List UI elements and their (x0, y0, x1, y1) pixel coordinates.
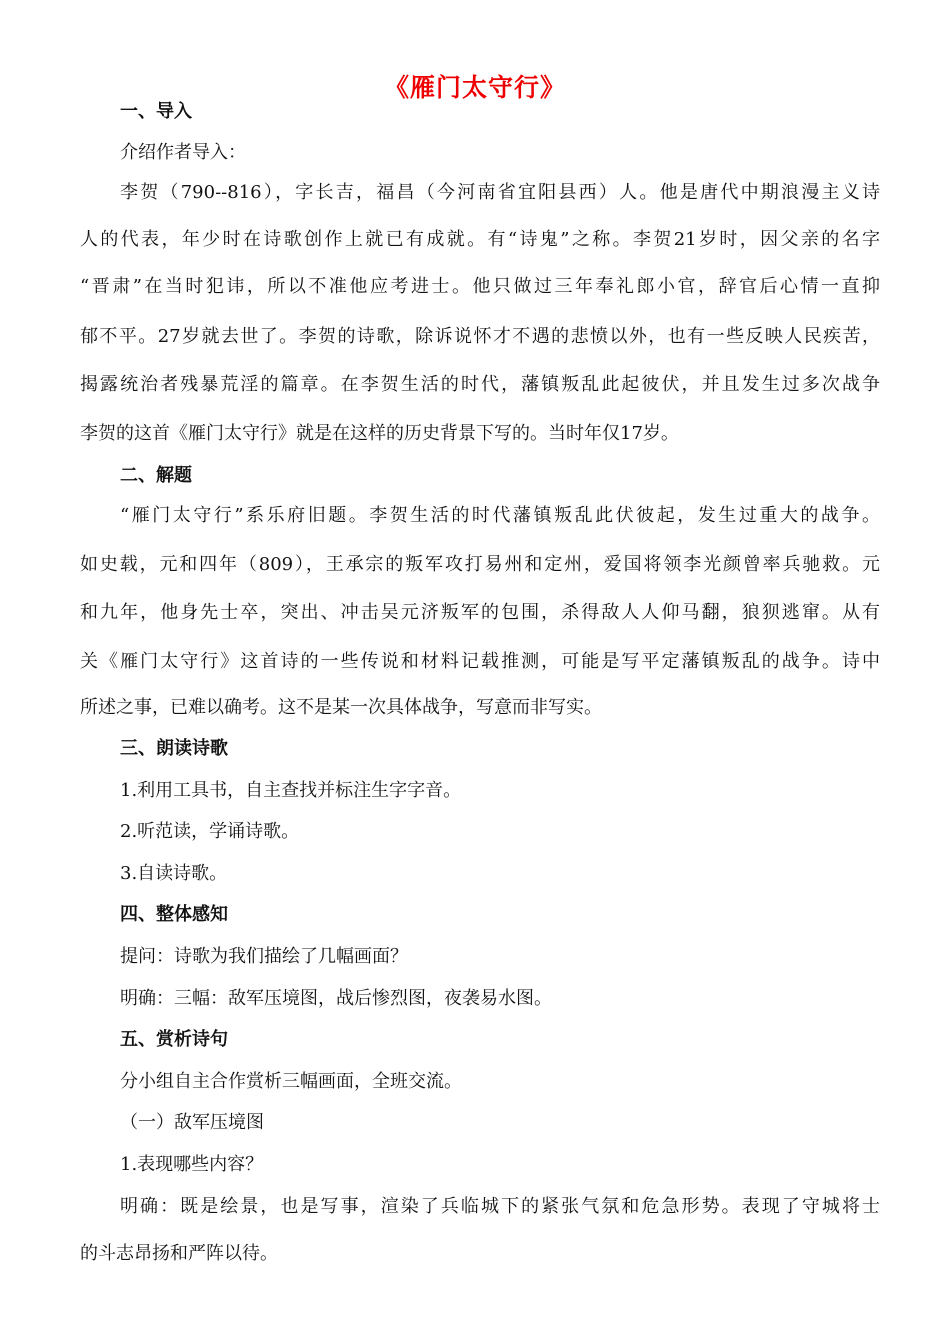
intro-text: 分小组自主合作赏析三幅画面，全班交流。 (120, 1071, 462, 1092)
question-text: 1.表现哪些内容？ (120, 1154, 264, 1175)
paragraph-line: 人的代表，年少时在诗歌创作上就已有成就。有“诗鬼”之称。李贺21岁时，因父亲的名字 (80, 229, 880, 250)
paragraph-line: “雁门太守行”系乐府旧题。李贺生活的时代藩镇叛乱此伏彼起，发生过重大的战争。 (120, 505, 880, 526)
paragraph-line: 揭露统治者残暴荒淫的篇章。在李贺生活的时代，藩镇叛乱此起彼伏，并且发生过多次战争 (80, 374, 880, 395)
answer-line: 的斗志昂扬和严阵以待。 (80, 1243, 278, 1264)
answer-line: 明确：既是绘景，也是写事，渲染了兵临城下的紧张气氛和危急形势。表现了守城将士 (120, 1196, 880, 1217)
section-heading-overall: 四、整体感知 (120, 904, 228, 925)
section-heading-intro: 一、导入 (120, 101, 192, 122)
paragraph-line: 所述之事，已难以确考。这不是某一次具体战争，写意而非写实。 (80, 697, 602, 718)
section-heading-appreciation: 五、赏析诗句 (120, 1029, 228, 1050)
list-item: 2.听范读，学诵诗歌。 (120, 821, 300, 842)
question-text: 提问：诗歌为我们描绘了几幅画面？ (120, 946, 408, 967)
paragraph-line: 李贺（790--816），字长吉，福昌（今河南省宜阳县西）人。他是唐代中期浪漫主义诗 (120, 182, 880, 203)
list-item: 3.自读诗歌。 (120, 863, 228, 884)
subsection-heading: （一）敌军压境图 (120, 1112, 264, 1133)
section-heading-reading: 三、朗读诗歌 (120, 738, 228, 759)
document-title: 《雁门太守行》 (383, 73, 566, 102)
intro-text: 介绍作者导入： (120, 142, 246, 163)
paragraph-line: 如史载，元和四年（809），王承宗的叛军攻打易州和定州，爱国将领李光颜曾率兵驰救。元 (80, 554, 880, 575)
section-heading-title-explanation: 二、解题 (120, 465, 192, 486)
paragraph-line: 李贺的这首《雁门太守行》就是在这样的历史背景下写的。当时年仅17岁。 (80, 423, 679, 444)
list-item: 1.利用工具书，自主查找并标注生字字音。 (120, 780, 462, 801)
paragraph-line: 郁不平。27岁就去世了。李贺的诗歌，除诉说怀才不遇的悲愤以外，也有一些反映人民疾苦， (80, 326, 880, 347)
paragraph-line: “晋肃”在当时犯讳，所以不准他应考进士。他只做过三年奉礼郎小官，辞官后心情一直抑 (80, 276, 880, 297)
answer-text: 明确：三幅：敌军压境图，战后惨烈图，夜袭易水图。 (120, 988, 552, 1009)
paragraph-line: 和九年，他身先士卒，突出、冲击吴元济叛军的包围，杀得敌人人仰马翻，狼狈逃窜。从有 (80, 602, 880, 623)
paragraph-line: 关《雁门太守行》这首诗的一些传说和材料记载推测，可能是写平定藩镇叛乱的战争。诗中 (80, 651, 880, 672)
